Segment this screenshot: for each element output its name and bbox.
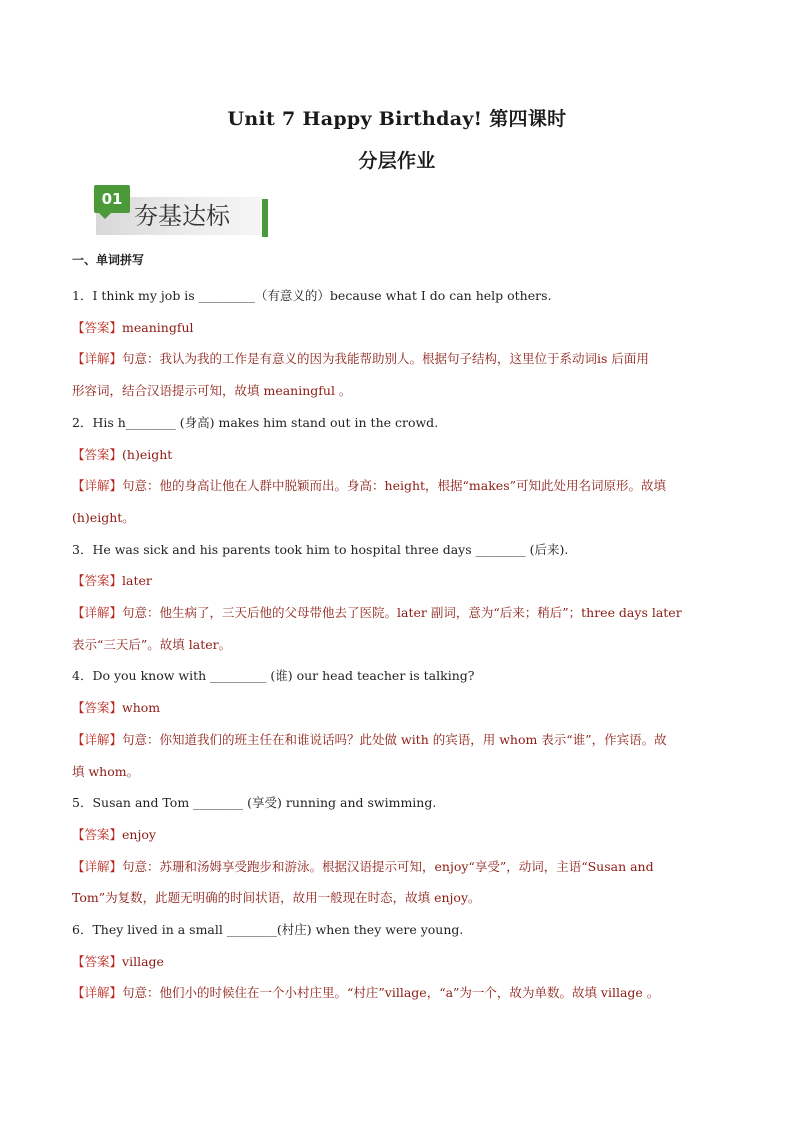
- badge-number: 01: [94, 185, 130, 213]
- detail-2-cont: [72, 502, 722, 534]
- detail-1-cont: [72, 375, 722, 407]
- detail-tag: 【详解】: [72, 858, 123, 874]
- answer-1: [72, 312, 722, 344]
- answer-value: meaningful: [122, 319, 194, 335]
- detail-text: 形容词，结合汉语提示可知，故填 meaningful 。: [72, 383, 352, 399]
- detail-tag: 【详解】: [72, 985, 123, 1001]
- answer-value: later: [122, 573, 152, 589]
- question-6: 6．They lived in a small ________(村庄) when they were young.: [72, 922, 464, 938]
- detail-text: 句意：我认为我的工作是有意义的因为我能帮助别人。根据句子结构，这里位于系动词is 后面用: [122, 351, 649, 367]
- detail-text: 句意：他的身高让他在人群中脱颖而出。身高：height，根据“makes”可知此处用名词原形。故填: [122, 478, 667, 494]
- question-3: 3．He was sick and his parents took him to hospital three days ________ (后来).: [72, 541, 569, 557]
- detail-text: (h)eight。: [72, 509, 135, 525]
- page-title: Unit 7 Happy Birthday! 第四课时: [227, 108, 567, 130]
- answer-tag: 【答案】: [72, 446, 123, 462]
- detail-text: 句意：他们小的时候住在一个小村庄里。“村庄”village，“a”为一个，故为单数。故填 village 。: [122, 985, 660, 1001]
- answer-value: village: [122, 953, 164, 969]
- detail-5: [72, 851, 722, 883]
- question-4: 4．Do you know with _________ (谁) our head teacher is talking?: [72, 668, 475, 684]
- answer-tag: 【答案】: [72, 319, 123, 335]
- badge-pointer-icon: [98, 212, 112, 219]
- answer-value: whom: [122, 700, 161, 716]
- page-subtitle: 分层作业: [358, 150, 436, 172]
- detail-tag: 【详解】: [72, 478, 123, 494]
- section-heading: 一、单词拼写: [72, 253, 145, 267]
- answer-6: [72, 946, 722, 978]
- detail-2: [72, 470, 722, 502]
- answer-value: (h)eight: [122, 446, 173, 462]
- badge-accent-bar: [262, 199, 268, 237]
- question-2: 2．His h________ (身高) makes him stand out in the crowd.: [72, 414, 439, 430]
- answer-tag: 【答案】: [72, 826, 123, 842]
- detail-3-cont: [72, 629, 722, 661]
- detail-4: [72, 724, 722, 756]
- answer-value: enjoy: [122, 826, 156, 842]
- detail-4-cont: [72, 756, 722, 788]
- detail-3: [72, 597, 722, 629]
- detail-tag: 【详解】: [72, 605, 123, 621]
- detail-tag: 【详解】: [72, 731, 123, 747]
- answer-tag: 【答案】: [72, 953, 123, 969]
- detail-text: 句意：你知道我们的班主任在和谁说话吗？此处做 with 的宾语，用 whom 表示“谁”，作宾语。故: [122, 731, 667, 747]
- exercise-content: [72, 250, 722, 1009]
- answer-2: [72, 439, 722, 471]
- detail-5-cont: [72, 882, 722, 914]
- answer-tag: 【答案】: [72, 573, 123, 589]
- answer-5: [72, 819, 722, 851]
- detail-1: [72, 343, 722, 375]
- detail-6: [72, 977, 722, 1009]
- answer-3: [72, 565, 722, 597]
- detail-text: 填 whom。: [72, 763, 140, 779]
- question-5: 5．Susan and Tom ________ (享受) running and swimming.: [72, 795, 437, 811]
- detail-text: 句意：他生病了，三天后他的父母带他去了医院。later 副词，意为“后来；稍后”；three days later: [122, 605, 682, 621]
- section-badge: [90, 185, 272, 237]
- badge-label: 夯基达标: [134, 202, 230, 230]
- detail-tag: 【详解】: [72, 351, 123, 367]
- answer-tag: 【答案】: [72, 700, 123, 716]
- question-1: 1．I think my job is _________（有意义的）because what I do can help others.: [72, 288, 552, 303]
- detail-text: 句意：苏珊和汤姆享受跑步和游泳。根据汉语提示可知，enjoy“享受”，动词，主语“Susan and: [122, 858, 654, 874]
- detail-text: Tom”为复数，此题无明确的时间状语，故用一般现在时态，故填 enjoy。: [72, 890, 481, 906]
- answer-4: [72, 692, 722, 724]
- detail-text: 表示“三天后”。故填 later。: [72, 636, 232, 652]
